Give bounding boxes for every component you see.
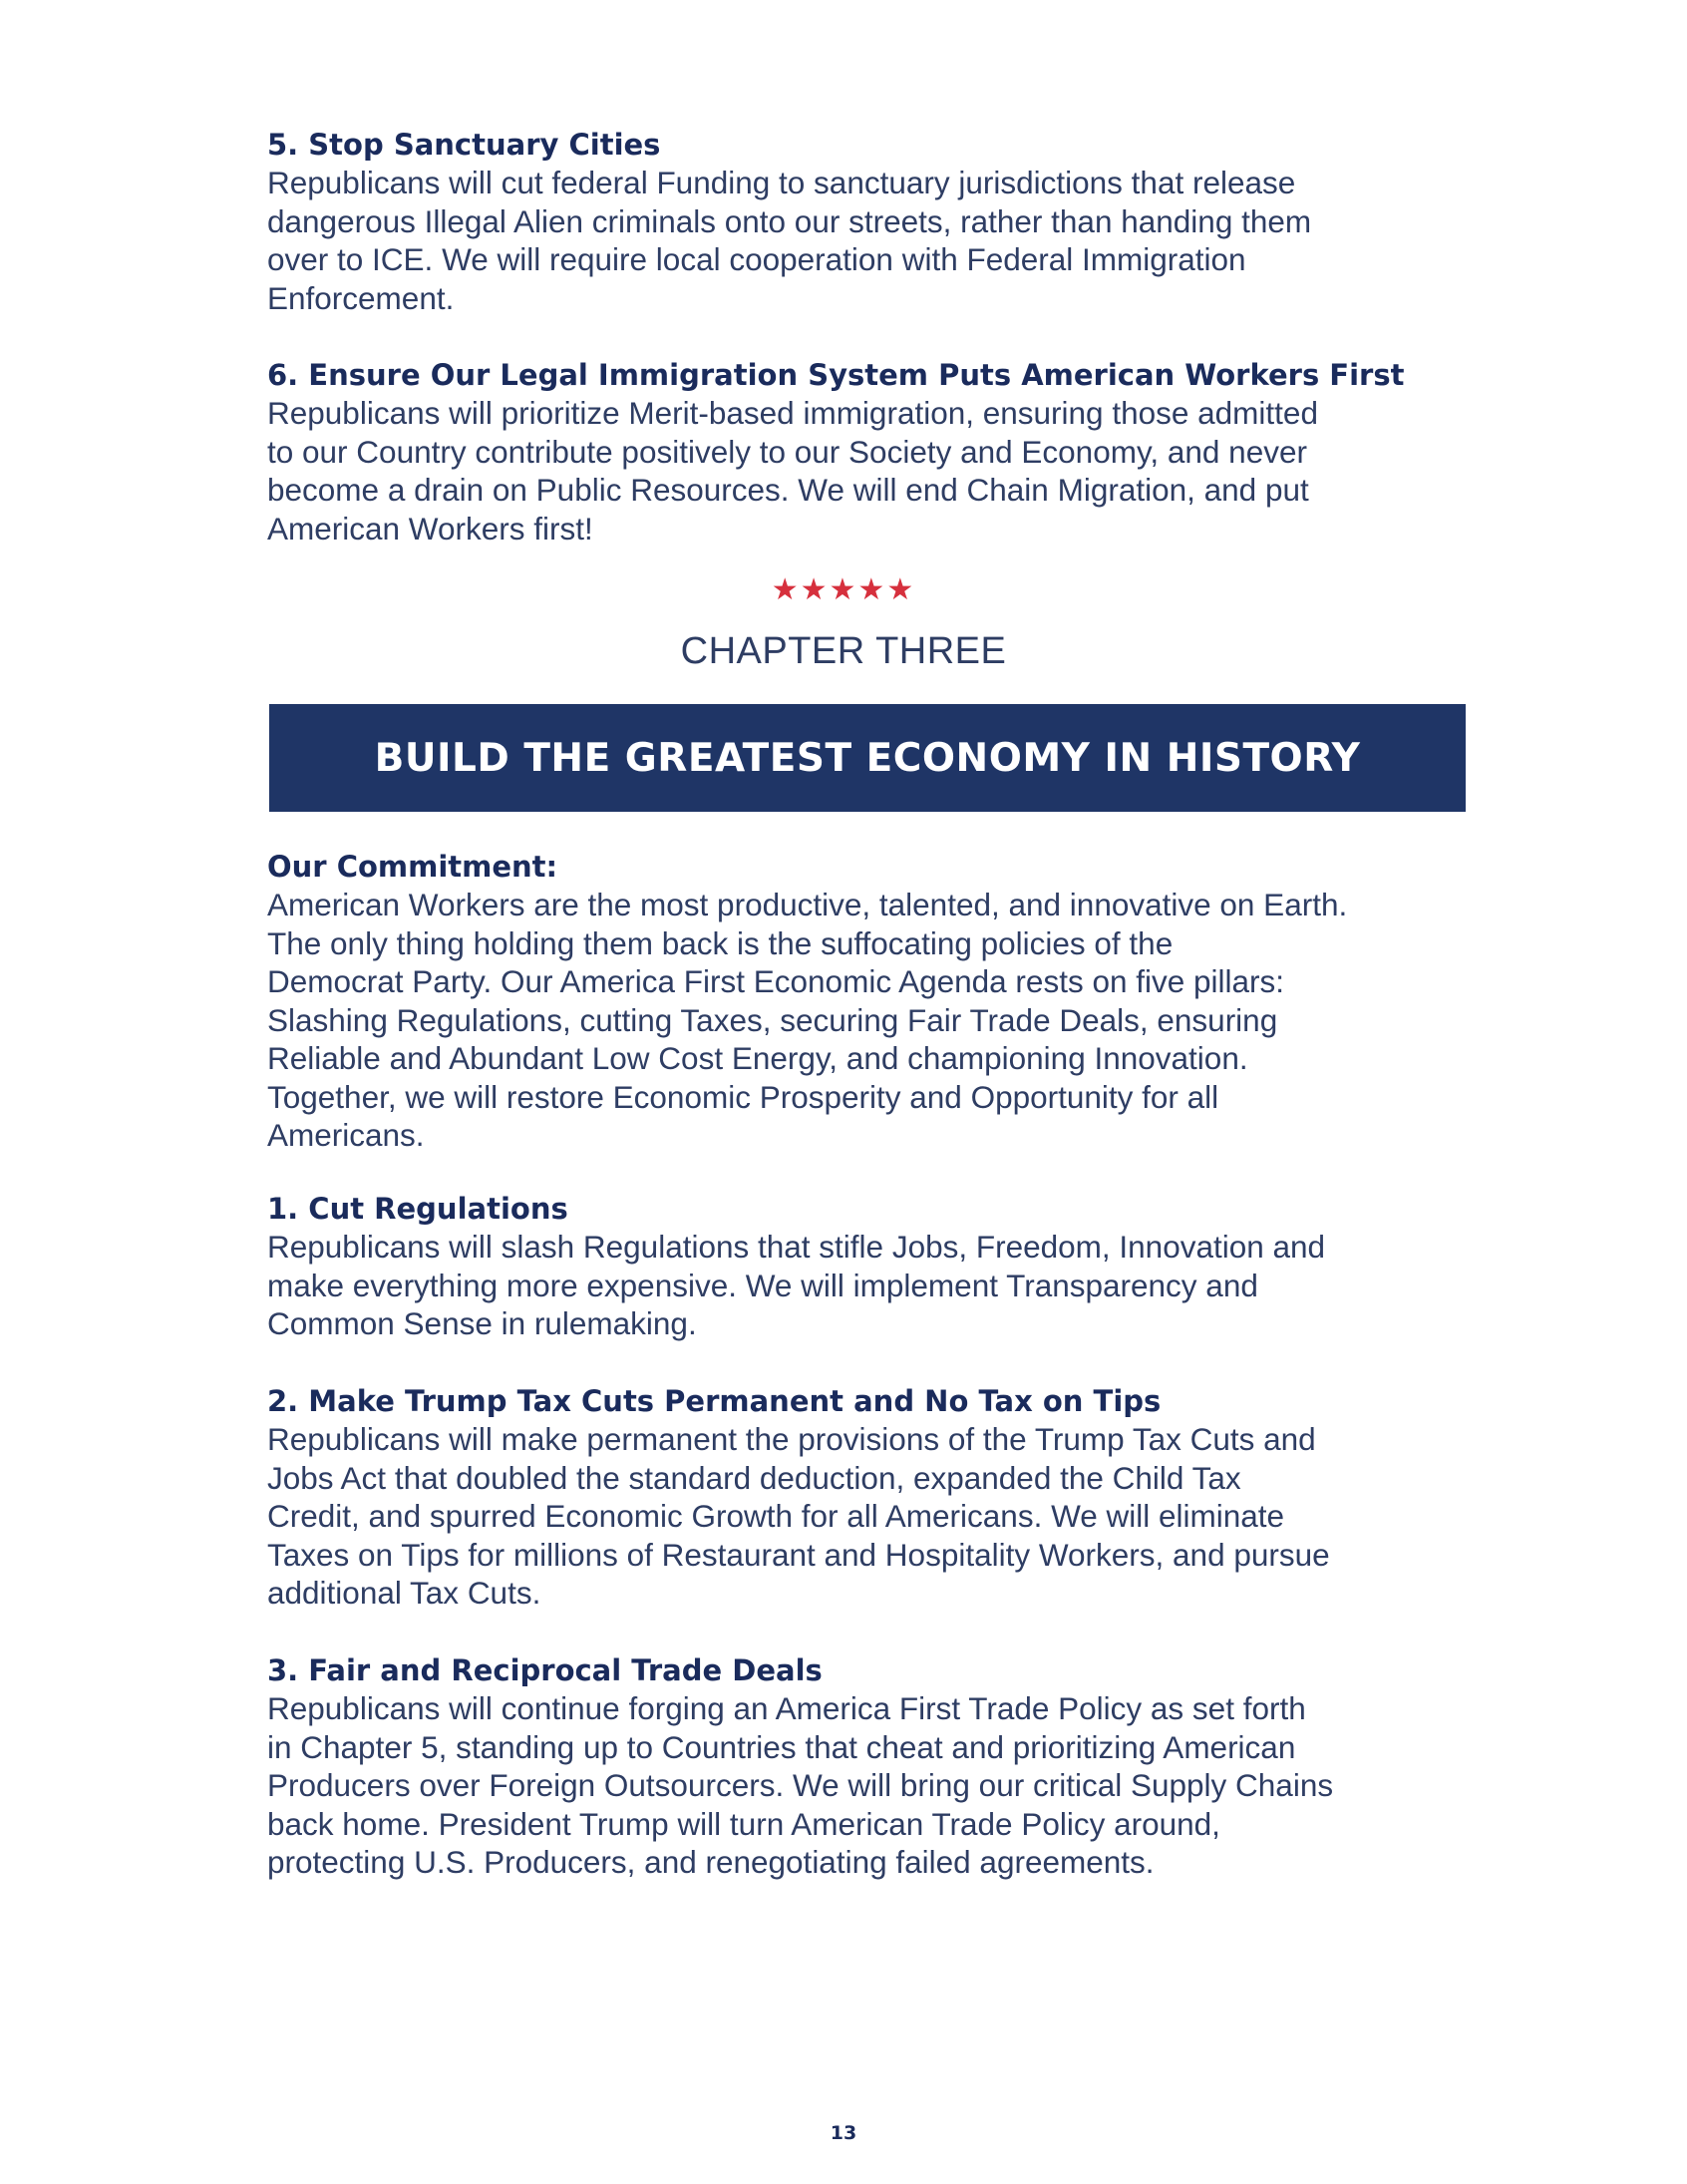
chapter-label: CHAPTER THREE — [680, 630, 1007, 672]
section-tax-cuts — [267, 1382, 1464, 1613]
section-body: Republicans will continue forging an America First Trade Policy as set forth in Chapter 5, standing up to Countries that cheat and prioritizing American Producers over Foreign Outsourcers. We will bring our critical Supply Chains back home. President Trump will turn American Trade Policy around, protecting U.S. Producers, and renegotiating failed agreements. — [267, 1690, 1334, 1880]
section-body: Republicans will prioritize Merit-based immigration, ensuring those admitted to our Country contribute positively to our Society and Economy, and never become a drain on Public Resources. We will end Chain Migration, and put American Workers first! — [267, 395, 1318, 546]
section-heading: 1. Cut Regulations — [267, 1192, 568, 1226]
section-body: American Workers are the most productive, talented, and innovative on Earth. The only thing holding them back is the suffocating policies of the Democrat Party. Our America First Economic Agenda rests on five pillars: Slashing Regulations, cutting Taxes, securing Fair Trade Deals, ensuring Reliable and Abundant Low Cost Energy, and championing Innovation. Together, we will restore Economic Prosperity and Opportunity for all Americans. — [267, 887, 1348, 1153]
section-heading: 2. Make Trump Tax Cuts Permanent and No Tax on Tips — [267, 1384, 1162, 1418]
chapter-banner — [269, 704, 1466, 812]
section-body: Republicans will cut federal Funding to sanctuary jurisdictions that release dangerous Illegal Alien criminals onto our streets, rather than handing them over to ICE. We will require local cooperation with Federal Immigration Enforcement. — [267, 165, 1312, 316]
section-legal-immigration — [267, 356, 1464, 547]
page-number: 13 — [830, 2122, 857, 2144]
section-body: Republicans will slash Regulations that stifle Jobs, Freedom, Innovation and make everything more expensive. We will implement Transparency and Common Sense in rulemaking. — [267, 1229, 1326, 1341]
star-divider-icon: ★★★★★ — [771, 572, 916, 607]
section-fair-trade — [267, 1651, 1464, 1882]
chapter-title: BUILD THE GREATEST ECONOMY IN HISTORY — [374, 735, 1361, 781]
section-cut-regulations — [267, 1190, 1464, 1343]
section-body: Republicans will make permanent the provisions of the Trump Tax Cuts and Jobs Act that doubled the standard deduction, expanded the Child Tax Credit, and spurred Economic Growth for all Americans. We will eliminate Taxes on Tips for millions of Restaurant and Hospitality Workers, and pursue additional Tax Cuts. — [267, 1421, 1330, 1611]
section-heading: Our Commitment: — [267, 850, 558, 884]
section-heading: 3. Fair and Reciprocal Trade Deals — [267, 1653, 823, 1687]
section-stop-sanctuary-cities — [267, 126, 1464, 317]
section-heading: 6. Ensure Our Legal Immigration System Puts American Workers First — [267, 358, 1405, 392]
section-heading: 5. Stop Sanctuary Cities — [267, 128, 661, 162]
section-our-commitment — [267, 848, 1464, 1155]
